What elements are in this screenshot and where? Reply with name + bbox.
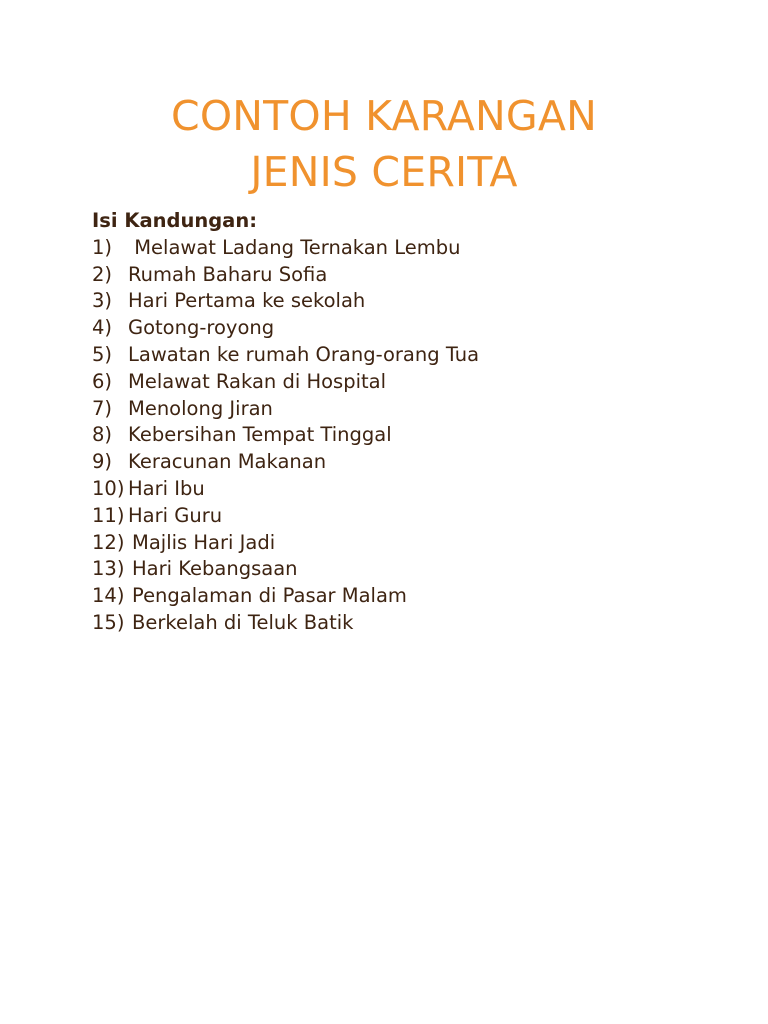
list-item (92, 315, 479, 342)
item-label: Gotong-royong (128, 316, 275, 340)
title-line-1: CONTOH KARANGAN (171, 92, 597, 140)
item-number: 4) (92, 316, 113, 340)
item-label: Hari Pertama ke sekolah (128, 289, 366, 313)
item-number: 12) (92, 530, 125, 554)
item-number: 1) (92, 235, 113, 259)
item-number: 11) (92, 503, 125, 527)
item-label: Hari Kebangsaan (132, 557, 298, 581)
toc-heading: Isi Kandungan: (92, 209, 258, 232)
list-item (92, 396, 479, 423)
item-number: 8) (92, 423, 113, 447)
item-label: Rumah Baharu Sofia (128, 262, 328, 286)
item-number: 3) (92, 289, 113, 313)
item-label: Keracunan Makanan (128, 450, 327, 474)
list-item (92, 556, 479, 583)
item-number: 5) (92, 342, 113, 366)
list-item (92, 422, 479, 449)
item-number: 10) (92, 476, 125, 500)
item-number: 15) (92, 610, 125, 634)
title-line-2: JENIS CERITA (250, 148, 518, 196)
list-item (92, 530, 479, 557)
item-number: 2) (92, 262, 113, 286)
item-label: Menolong Jiran (128, 396, 273, 420)
list-item (92, 476, 479, 503)
list-item (92, 288, 479, 315)
list-item (92, 342, 479, 369)
item-label: Kebersihan Tempat Tinggal (128, 423, 392, 447)
toc-list (92, 235, 479, 637)
table-of-contents (92, 208, 479, 637)
item-number: 6) (92, 369, 113, 393)
item-label: Hari Ibu (128, 476, 205, 500)
list-item (92, 369, 479, 396)
list-item (92, 610, 479, 637)
page-title (0, 88, 768, 200)
item-number: 13) (92, 557, 125, 581)
list-item (92, 262, 479, 289)
list-item (92, 235, 479, 262)
item-label: Majlis Hari Jadi (132, 530, 276, 554)
item-number: 14) (92, 584, 125, 608)
list-item (92, 449, 479, 476)
item-label: Melawat Ladang Ternakan Lembu (128, 235, 461, 259)
item-label: Pengalaman di Pasar Malam (132, 584, 407, 608)
list-item (92, 503, 479, 530)
item-number: 7) (92, 396, 113, 420)
item-label: Berkelah di Teluk Batik (132, 610, 354, 634)
item-label: Hari Guru (128, 503, 223, 527)
item-number: 9) (92, 450, 113, 474)
item-label: Lawatan ke rumah Orang-orang Tua (128, 342, 480, 366)
list-item (92, 583, 479, 610)
item-label: Melawat Rakan di Hospital (128, 369, 387, 393)
